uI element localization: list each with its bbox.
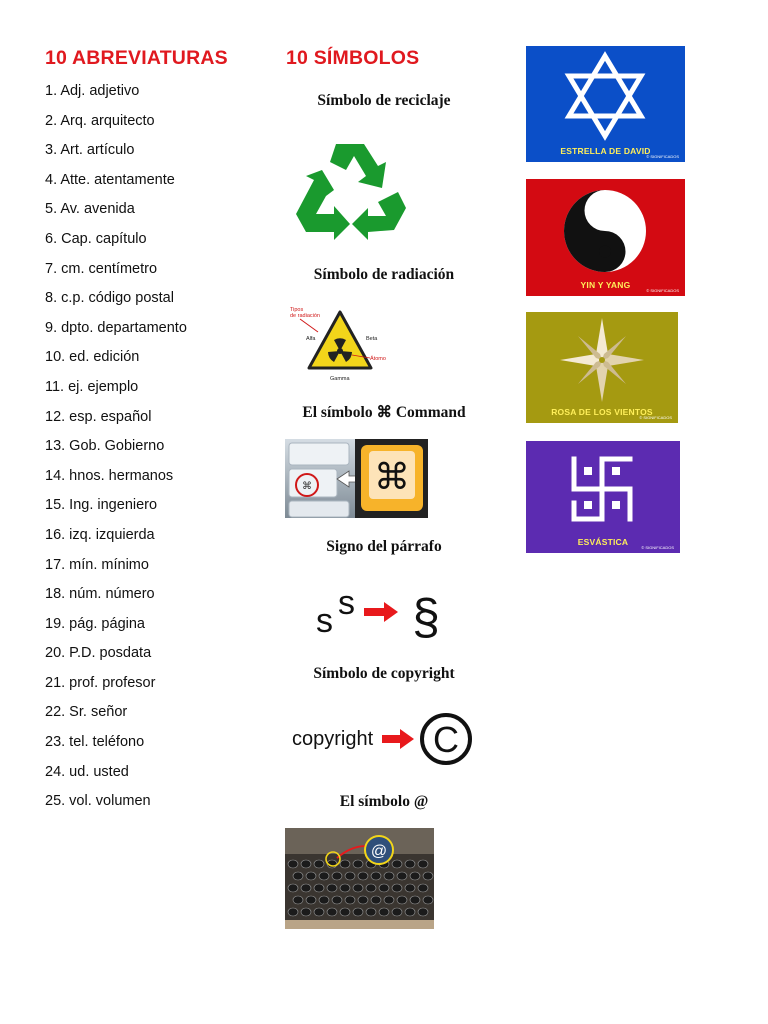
- typewriter-key: [410, 872, 420, 880]
- section-sign-glyph: §: [412, 589, 440, 645]
- command-large-glyph: ⌘: [374, 456, 410, 497]
- abbreviation-item: 21. prof. profesor: [45, 674, 156, 691]
- abbreviation-item: 1. Adj. adjetivo: [45, 83, 140, 99]
- typewriter-key: [314, 884, 324, 892]
- abbreviations-list: [45, 82, 187, 822]
- typewriter-key: [405, 860, 415, 868]
- typewriter-key: [301, 860, 311, 868]
- abbreviation-item: 2. Arq. arquitecto: [45, 112, 155, 129]
- paragraph-letter-2: s: [338, 584, 355, 622]
- typewriter-key: [379, 908, 389, 916]
- recycling-caption: Símbolo de reciclaje: [317, 92, 451, 109]
- typewriter-key: [293, 896, 303, 904]
- abbreviation-item: 22. Sr. señor: [45, 704, 128, 721]
- typewriter-key: [306, 872, 316, 880]
- typewriter-key: [353, 860, 363, 868]
- typewriter-key: [366, 908, 376, 916]
- at-caption: El símbolo @: [339, 793, 429, 810]
- copyright-graphic: [286, 705, 478, 771]
- flag-label: ESVÁSTICA: [577, 537, 629, 547]
- flag-label: YIN Y YANG: [580, 280, 631, 290]
- recycle-icon: [286, 126, 416, 250]
- typewriter-key: [366, 884, 376, 892]
- flag-watermark: © SIGNIFICADOS: [639, 415, 672, 420]
- flag-swastika: [526, 441, 680, 553]
- typewriter-key: [288, 908, 298, 916]
- abbreviation-item: 23. tel. teléfono: [45, 734, 145, 751]
- abbreviation-item: 11. ej. ejemplo: [45, 378, 139, 395]
- typewriter-key: [293, 872, 303, 880]
- abbreviation-item: 15. Ing. ingeniero: [45, 497, 158, 514]
- typewriter-key: [288, 884, 298, 892]
- typewriter-key: [345, 872, 355, 880]
- typewriter-key: [371, 896, 381, 904]
- abbreviation-item: 13. Gob. Gobierno: [45, 438, 165, 455]
- typewriter-key: [327, 908, 337, 916]
- typewriter-key: [353, 884, 363, 892]
- typewriter-key: [345, 896, 355, 904]
- abbreviation-item: 14. hnos. hermanos: [45, 467, 174, 484]
- paragraph-caption: Signo del párrafo: [326, 538, 442, 555]
- flag-star-of-david: [526, 46, 685, 162]
- at-glyph: @: [370, 843, 388, 860]
- abbreviation-item: 18. núm. número: [45, 586, 155, 603]
- typewriter-key: [379, 884, 389, 892]
- abbreviation-item: 7. cm. centímetro: [45, 260, 158, 277]
- radiation-label-gamma: Gamma: [330, 376, 350, 382]
- copyright-caption: Símbolo de copyright: [313, 665, 455, 682]
- typewriter-key: [314, 908, 324, 916]
- typewriter-key: [332, 896, 342, 904]
- flag-label: ESTRELLA DE DAVID: [560, 146, 651, 156]
- typewriter-key: [340, 908, 350, 916]
- radiation-caption: Símbolo de radiación: [313, 266, 455, 283]
- typewriter-key: [405, 908, 415, 916]
- typewriter-key: [392, 860, 402, 868]
- typewriter-key: [410, 896, 420, 904]
- typewriter-key: [397, 872, 407, 880]
- typewriter-key: [423, 872, 433, 880]
- typewriter-key: [423, 896, 433, 904]
- typewriter-key: [384, 872, 394, 880]
- typewriter-key: [418, 884, 428, 892]
- abbreviation-item: 12. esp. español: [45, 408, 152, 425]
- abbreviation-item: 10. ed. edición: [45, 349, 140, 366]
- abbreviation-item: 3. Art. artículo: [45, 142, 135, 159]
- flag-yin-yang: [526, 179, 685, 296]
- typewriter-key: [314, 860, 324, 868]
- typewriter-key: [392, 908, 402, 916]
- abbreviation-item: 19. pág. página: [45, 615, 145, 632]
- radiation-label-atomo: Átomo: [370, 356, 386, 362]
- radiation-label-beta: Beta: [366, 336, 378, 342]
- typewriter-key: [418, 908, 428, 916]
- copyright-word: copyright: [292, 728, 374, 750]
- radiation-label-tipos: Tipos: [290, 307, 304, 313]
- typewriter-key: [332, 872, 342, 880]
- typewriter-key: [397, 896, 407, 904]
- abbreviations-heading: 10 ABREVIATURAS: [45, 47, 228, 69]
- typewriter-key: [418, 860, 428, 868]
- flag-watermark: © SIGNIFICADOS: [646, 288, 679, 293]
- typewriter-key: [301, 884, 311, 892]
- typewriter-key: [358, 896, 368, 904]
- abbreviation-item: 20. P.D. posdata: [45, 645, 152, 662]
- typewriter-key: [340, 860, 350, 868]
- flag-watermark: © SIGNIFICADOS: [641, 545, 674, 550]
- abbreviation-item: 24. ud. usted: [45, 763, 129, 780]
- typewriter-key: [301, 908, 311, 916]
- abbreviation-item: 9. dpto. departamento: [45, 319, 187, 336]
- command-caption: El símbolo ⌘ Command: [302, 404, 466, 421]
- symbols-heading: 10 SÍMBOLOS: [286, 47, 420, 69]
- abbreviation-item: 16. izq. izquierda: [45, 526, 155, 543]
- abbreviation-item: 17. mín. mínimo: [45, 556, 149, 573]
- at-typewriter-image: [285, 828, 434, 929]
- typewriter-key: [405, 884, 415, 892]
- abbreviation-item: 25. vol. volumen: [45, 793, 151, 810]
- typewriter-key: [353, 908, 363, 916]
- flag-compass-rose: [526, 312, 678, 423]
- flag-label: ROSA DE LOS VIENTOS: [551, 407, 653, 417]
- abbreviation-item: 5. Av. avenida: [45, 201, 135, 218]
- typewriter-key: [340, 884, 350, 892]
- typewriter-key: [384, 896, 394, 904]
- typewriter-key: [392, 884, 402, 892]
- typewriter-key: [288, 860, 298, 868]
- typewriter-key: [306, 896, 316, 904]
- copyright-glyph: C: [433, 719, 459, 760]
- radiation-label-de-radiacion: de radiación: [290, 313, 320, 319]
- typewriter-key: [358, 872, 368, 880]
- yin-yang-icon: [564, 190, 646, 272]
- abbreviation-item: 8. c.p. código postal: [45, 290, 174, 307]
- abbreviation-item: 4. Atte. atentamente: [45, 171, 175, 188]
- command-small-glyph: ⌘: [302, 481, 312, 492]
- paragraph-sign-graphic: [286, 576, 480, 648]
- command-key-icon: [285, 439, 428, 518]
- radiation-label-alfa: Alfa: [306, 336, 316, 342]
- typewriter-key: [327, 884, 337, 892]
- paragraph-letter-1: s: [316, 602, 333, 640]
- typewriter-key: [319, 872, 329, 880]
- typewriter-key: [371, 872, 381, 880]
- abbreviation-item: 6. Cap. capítulo: [45, 230, 147, 247]
- flag-watermark: © SIGNIFICADOS: [646, 154, 679, 159]
- radiation-icon: [286, 302, 396, 384]
- typewriter-key: [319, 896, 329, 904]
